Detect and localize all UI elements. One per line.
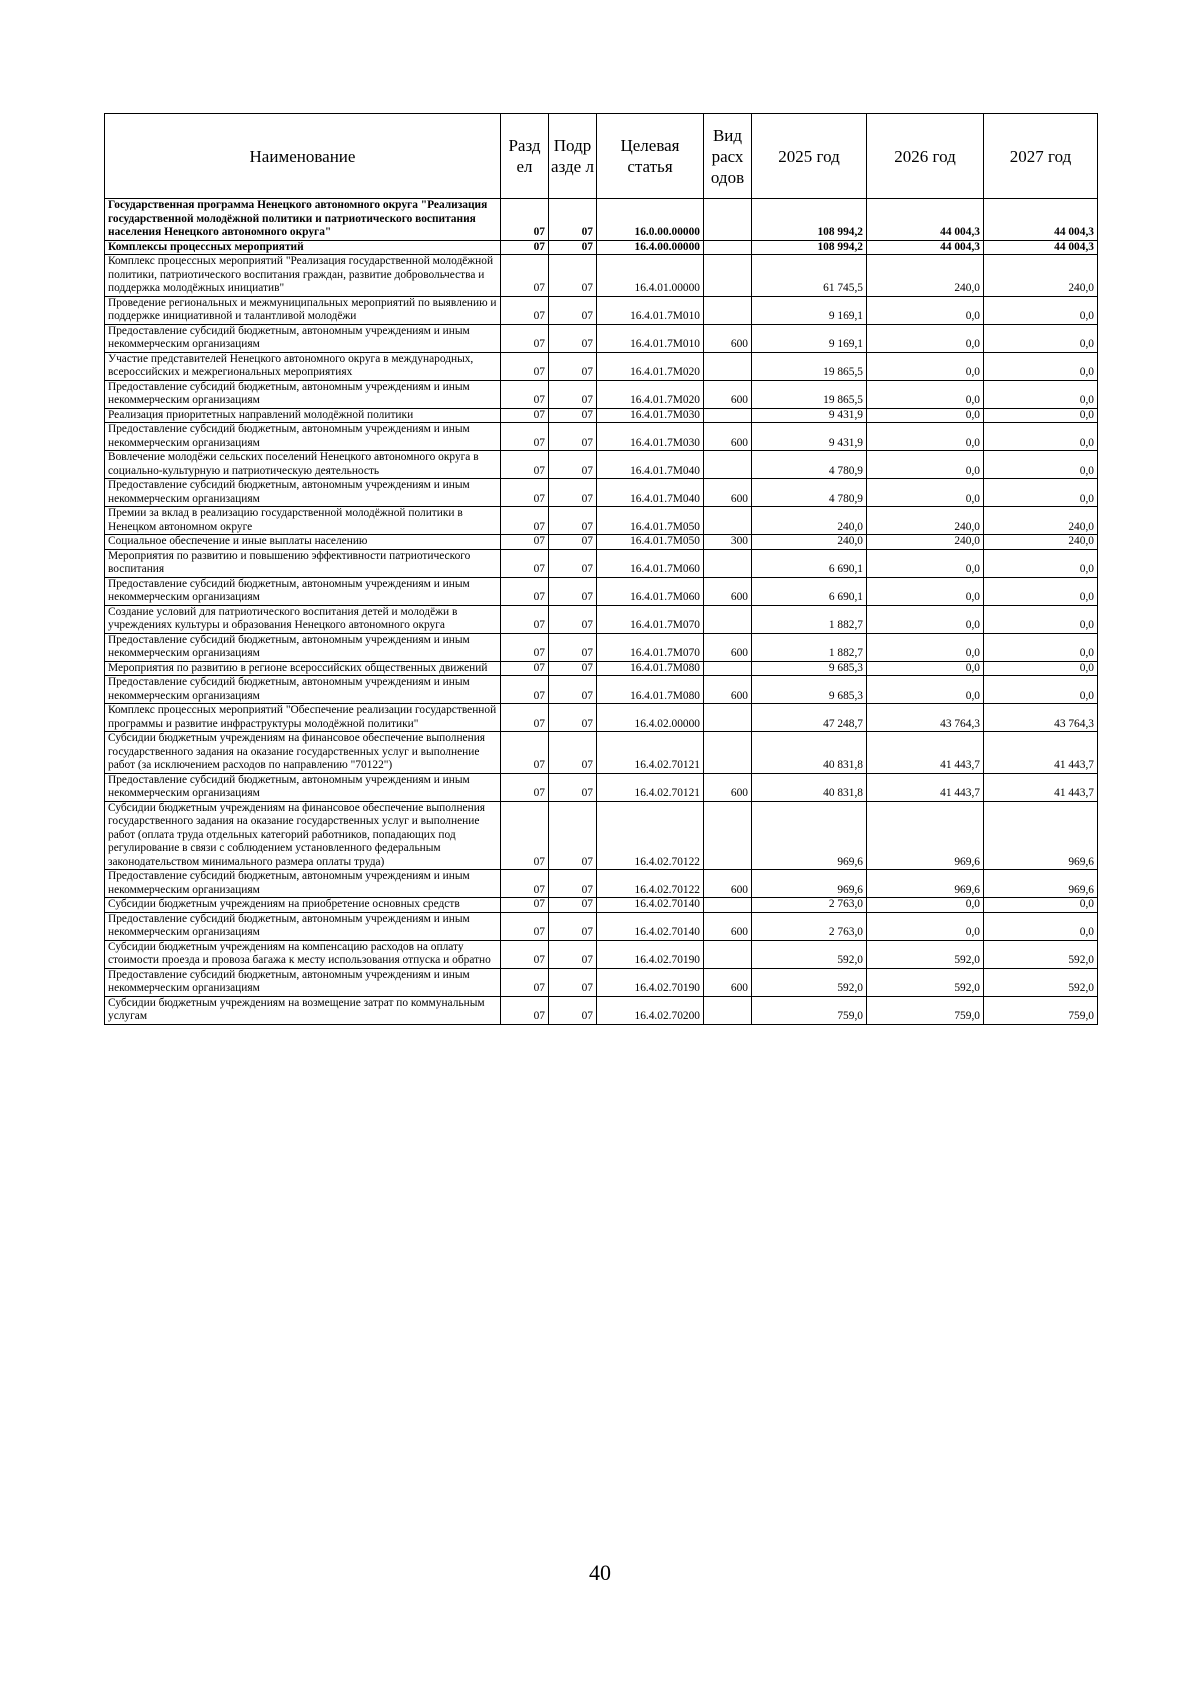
row-target: 16.4.01.7М040	[597, 479, 704, 507]
row-target: 16.4.01.7М080	[597, 661, 704, 676]
table-row	[105, 898, 1098, 913]
row-section: 07	[501, 912, 549, 940]
row-2026: 0,0	[867, 633, 984, 661]
row-section: 07	[501, 968, 549, 996]
row-target: 16.4.01.7М080	[597, 676, 704, 704]
row-name: Комплекс процессных мероприятий "Реализация государственной молодёжной политики, патриотического воспитания граждан, развитие добровольчества и поддержка молодёжных инициатив"	[105, 255, 501, 297]
row-subsection: 07	[549, 324, 597, 352]
row-exptype: 600	[704, 773, 752, 801]
row-exptype	[704, 408, 752, 423]
row-2026: 969,6	[867, 870, 984, 898]
row-2025: 6 690,1	[752, 577, 867, 605]
row-name: Предоставление субсидий бюджетным, автономным учреждениям и иным некоммерческим организациям	[105, 380, 501, 408]
row-2027: 592,0	[984, 968, 1098, 996]
row-section: 07	[501, 423, 549, 451]
row-2025: 4 780,9	[752, 479, 867, 507]
col-header-2025: 2025 год	[752, 114, 867, 199]
row-2025: 19 865,5	[752, 380, 867, 408]
row-2025: 9 685,3	[752, 661, 867, 676]
row-name: Субсидии бюджетным учреждениям на финансовое обеспечение выполнения государственного задания на оказание государственных услуг и выполнение работ (оплата труда отдельных категорий работников, попадающих под регулирование в связи с соблюдением установленного федеральным законодательством минимального размера оплаты труда)	[105, 801, 501, 870]
row-name: Субсидии бюджетным учреждениям на компенсацию расходов на оплату стоимости проезда и провоза багажа к месту использования отпуска и обратно	[105, 940, 501, 968]
table-row	[105, 577, 1098, 605]
row-section: 07	[501, 451, 549, 479]
row-subsection: 07	[549, 870, 597, 898]
row-2026: 240,0	[867, 507, 984, 535]
table-row	[105, 676, 1098, 704]
row-exptype: 600	[704, 479, 752, 507]
row-exptype: 600	[704, 324, 752, 352]
row-target: 16.4.01.7М070	[597, 605, 704, 633]
row-subsection: 07	[549, 676, 597, 704]
row-name: Реализация приоритетных направлений молодёжной политики	[105, 408, 501, 423]
row-section: 07	[501, 507, 549, 535]
row-target: 16.4.02.70200	[597, 996, 704, 1024]
row-name: Предоставление субсидий бюджетным, автономным учреждениям и иным некоммерческим организациям	[105, 676, 501, 704]
row-2026: 240,0	[867, 535, 984, 550]
row-2027: 0,0	[984, 408, 1098, 423]
row-exptype	[704, 605, 752, 633]
row-subsection: 07	[549, 605, 597, 633]
row-target: 16.4.01.7М050	[597, 535, 704, 550]
row-subsection: 07	[549, 577, 597, 605]
row-2026: 0,0	[867, 408, 984, 423]
row-target: 16.4.01.7М020	[597, 352, 704, 380]
row-2026: 0,0	[867, 296, 984, 324]
row-2026: 0,0	[867, 549, 984, 577]
row-name: Предоставление субсидий бюджетным, автономным учреждениям и иным некоммерческим организациям	[105, 912, 501, 940]
col-header-subsection: Подр азде л	[549, 114, 597, 199]
row-2026: 0,0	[867, 898, 984, 913]
row-target: 16.4.01.7М060	[597, 549, 704, 577]
row-target: 16.4.02.70121	[597, 732, 704, 774]
row-target: 16.4.01.7М070	[597, 633, 704, 661]
row-subsection: 07	[549, 240, 597, 255]
row-2026: 0,0	[867, 423, 984, 451]
row-2025: 1 882,7	[752, 633, 867, 661]
row-section: 07	[501, 549, 549, 577]
row-section: 07	[501, 704, 549, 732]
row-2026: 0,0	[867, 324, 984, 352]
row-subsection: 07	[549, 773, 597, 801]
row-2025: 2 763,0	[752, 912, 867, 940]
row-2026: 0,0	[867, 352, 984, 380]
row-name: Мероприятия по развитию и повышению эффективности патриотического воспитания	[105, 549, 501, 577]
row-name: Участие представителей Ненецкого автономного округа в международных, всероссийских и межрегиональных мероприятиях	[105, 352, 501, 380]
row-section: 07	[501, 352, 549, 380]
row-exptype	[704, 352, 752, 380]
row-2025: 108 994,2	[752, 199, 867, 241]
row-subsection: 07	[549, 255, 597, 297]
row-exptype	[704, 240, 752, 255]
table-row	[105, 296, 1098, 324]
row-exptype	[704, 255, 752, 297]
table-row	[105, 801, 1098, 870]
row-2027: 0,0	[984, 577, 1098, 605]
row-2027: 0,0	[984, 324, 1098, 352]
row-2025: 61 745,5	[752, 255, 867, 297]
row-exptype	[704, 732, 752, 774]
table-row	[105, 451, 1098, 479]
row-target: 16.4.01.7М060	[597, 577, 704, 605]
row-exptype: 300	[704, 535, 752, 550]
row-2026: 759,0	[867, 996, 984, 1024]
row-2026: 0,0	[867, 605, 984, 633]
row-2027: 0,0	[984, 423, 1098, 451]
row-2027: 0,0	[984, 912, 1098, 940]
row-2025: 969,6	[752, 801, 867, 870]
row-name: Предоставление субсидий бюджетным, автономным учреждениям и иным некоммерческим организациям	[105, 479, 501, 507]
col-header-exptype: Вид расх одов	[704, 114, 752, 199]
row-2026: 41 443,7	[867, 732, 984, 774]
row-2025: 9 685,3	[752, 676, 867, 704]
row-name: Государственная программа Ненецкого автономного округа "Реализация государственной молодёжной политики и патриотического воспитания населения Ненецкого автономного округа"	[105, 199, 501, 241]
table-row	[105, 479, 1098, 507]
row-2025: 240,0	[752, 535, 867, 550]
row-section: 07	[501, 870, 549, 898]
page-number: 40	[589, 1560, 611, 1585]
table-row	[105, 240, 1098, 255]
row-2027: 41 443,7	[984, 732, 1098, 774]
row-2026: 240,0	[867, 255, 984, 297]
table-row	[105, 773, 1098, 801]
row-name: Премии за вклад в реализацию государственной молодёжной политики в Ненецком автономном округе	[105, 507, 501, 535]
row-section: 07	[501, 940, 549, 968]
row-subsection: 07	[549, 352, 597, 380]
header-row	[105, 114, 1098, 199]
row-name: Предоставление субсидий бюджетным, автономным учреждениям и иным некоммерческим организациям	[105, 870, 501, 898]
row-2026: 44 004,3	[867, 240, 984, 255]
table-row	[105, 968, 1098, 996]
table-row	[105, 352, 1098, 380]
row-target: 16.4.01.7М020	[597, 380, 704, 408]
row-name: Создание условий для патриотического воспитания детей и молодёжи в учреждениях культуры и образования Ненецкого автономного округа	[105, 605, 501, 633]
row-exptype: 600	[704, 577, 752, 605]
row-name: Социальное обеспечение и иные выплаты населению	[105, 535, 501, 550]
row-2027: 969,6	[984, 801, 1098, 870]
row-section: 07	[501, 661, 549, 676]
row-target: 16.4.02.70121	[597, 773, 704, 801]
row-2025: 1 882,7	[752, 605, 867, 633]
row-subsection: 07	[549, 535, 597, 550]
row-2025: 2 763,0	[752, 898, 867, 913]
row-subsection: 07	[549, 898, 597, 913]
row-exptype	[704, 704, 752, 732]
row-exptype: 600	[704, 870, 752, 898]
row-target: 16.0.00.00000	[597, 199, 704, 241]
row-target: 16.4.02.70122	[597, 801, 704, 870]
row-section: 07	[501, 408, 549, 423]
row-exptype	[704, 549, 752, 577]
row-name: Субсидии бюджетным учреждениям на приобретение основных средств	[105, 898, 501, 913]
table-row	[105, 199, 1098, 241]
row-subsection: 07	[549, 549, 597, 577]
row-2027: 759,0	[984, 996, 1098, 1024]
row-2027: 969,6	[984, 870, 1098, 898]
table-row	[105, 535, 1098, 550]
row-name: Мероприятия по развитию в регионе всероссийских общественных движений	[105, 661, 501, 676]
row-2027: 0,0	[984, 451, 1098, 479]
row-2027: 41 443,7	[984, 773, 1098, 801]
row-exptype: 600	[704, 676, 752, 704]
row-2027: 0,0	[984, 380, 1098, 408]
row-section: 07	[501, 296, 549, 324]
row-target: 16.4.02.70190	[597, 940, 704, 968]
row-2027: 240,0	[984, 255, 1098, 297]
row-2026: 41 443,7	[867, 773, 984, 801]
row-2027: 0,0	[984, 296, 1098, 324]
row-2027: 43 764,3	[984, 704, 1098, 732]
row-subsection: 07	[549, 199, 597, 241]
row-2027: 0,0	[984, 661, 1098, 676]
row-name: Субсидии бюджетным учреждениям на финансовое обеспечение выполнения государственного задания на оказание государственных услуг и выполнение работ (за исключением расходов по направлению "70122")	[105, 732, 501, 774]
row-section: 07	[501, 577, 549, 605]
row-name: Предоставление субсидий бюджетным, автономным учреждениям и иным некоммерческим организациям	[105, 423, 501, 451]
row-section: 07	[501, 773, 549, 801]
table-row	[105, 380, 1098, 408]
row-2025: 6 690,1	[752, 549, 867, 577]
row-2027: 0,0	[984, 549, 1098, 577]
row-2025: 240,0	[752, 507, 867, 535]
row-exptype	[704, 296, 752, 324]
row-2026: 0,0	[867, 676, 984, 704]
row-2027: 0,0	[984, 898, 1098, 913]
row-name: Предоставление субсидий бюджетным, автономным учреждениям и иным некоммерческим организациям	[105, 968, 501, 996]
row-subsection: 07	[549, 732, 597, 774]
table-row	[105, 255, 1098, 297]
table-row	[105, 408, 1098, 423]
row-subsection: 07	[549, 451, 597, 479]
row-2025: 4 780,9	[752, 451, 867, 479]
row-target: 16.4.01.7М010	[597, 324, 704, 352]
row-2025: 759,0	[752, 996, 867, 1024]
row-target: 16.4.02.00000	[597, 704, 704, 732]
row-2027: 240,0	[984, 535, 1098, 550]
row-subsection: 07	[549, 296, 597, 324]
row-2025: 47 248,7	[752, 704, 867, 732]
table-row	[105, 605, 1098, 633]
row-2026: 44 004,3	[867, 199, 984, 241]
row-2026: 0,0	[867, 380, 984, 408]
row-2026: 43 764,3	[867, 704, 984, 732]
row-2025: 19 865,5	[752, 352, 867, 380]
row-section: 07	[501, 199, 549, 241]
table-row	[105, 633, 1098, 661]
row-2027: 0,0	[984, 479, 1098, 507]
row-2027: 592,0	[984, 940, 1098, 968]
table-row	[105, 549, 1098, 577]
row-subsection: 07	[549, 408, 597, 423]
row-section: 07	[501, 633, 549, 661]
col-header-2026: 2026 год	[867, 114, 984, 199]
row-2027: 0,0	[984, 676, 1098, 704]
row-name: Вовлечение молодёжи сельских поселений Ненецкого автономного округа в социально-культурную и патриотическую деятельность	[105, 451, 501, 479]
row-section: 07	[501, 898, 549, 913]
row-subsection: 07	[549, 423, 597, 451]
row-target: 16.4.01.7М010	[597, 296, 704, 324]
row-subsection: 07	[549, 996, 597, 1024]
row-2025: 40 831,8	[752, 732, 867, 774]
row-target: 16.4.01.00000	[597, 255, 704, 297]
row-exptype	[704, 898, 752, 913]
row-subsection: 07	[549, 661, 597, 676]
row-name: Комплекс процессных мероприятий "Обеспечение реализации государственной программы и развитие инфраструктуры молодёжной политики"	[105, 704, 501, 732]
col-header-section: Разд ел	[501, 114, 549, 199]
row-2027: 240,0	[984, 507, 1098, 535]
row-exptype	[704, 996, 752, 1024]
row-exptype: 600	[704, 633, 752, 661]
row-name: Предоставление субсидий бюджетным, автономным учреждениям и иным некоммерческим организациям	[105, 324, 501, 352]
table-row	[105, 940, 1098, 968]
table-row	[105, 870, 1098, 898]
table-row	[105, 661, 1098, 676]
row-exptype	[704, 507, 752, 535]
row-2025: 969,6	[752, 870, 867, 898]
row-2025: 9 169,1	[752, 324, 867, 352]
table-row	[105, 507, 1098, 535]
row-2026: 0,0	[867, 661, 984, 676]
row-section: 07	[501, 732, 549, 774]
row-target: 16.4.02.70122	[597, 870, 704, 898]
row-section: 07	[501, 535, 549, 550]
row-2025: 9 431,9	[752, 423, 867, 451]
row-2026: 0,0	[867, 577, 984, 605]
table-row	[105, 732, 1098, 774]
row-section: 07	[501, 605, 549, 633]
row-section: 07	[501, 479, 549, 507]
row-target: 16.4.02.70190	[597, 968, 704, 996]
row-2027: 44 004,3	[984, 199, 1098, 241]
row-name: Предоставление субсидий бюджетным, автономным учреждениям и иным некоммерческим организациям	[105, 633, 501, 661]
row-target: 16.4.01.7М030	[597, 423, 704, 451]
row-2026: 592,0	[867, 940, 984, 968]
row-subsection: 07	[549, 801, 597, 870]
row-subsection: 07	[549, 633, 597, 661]
col-header-name: Наименование	[105, 114, 501, 199]
row-subsection: 07	[549, 968, 597, 996]
table-row	[105, 324, 1098, 352]
table-row	[105, 423, 1098, 451]
row-2025: 592,0	[752, 968, 867, 996]
row-section: 07	[501, 676, 549, 704]
budget-table	[104, 113, 1098, 1025]
row-section: 07	[501, 801, 549, 870]
row-2025: 40 831,8	[752, 773, 867, 801]
row-subsection: 07	[549, 704, 597, 732]
row-exptype: 600	[704, 423, 752, 451]
row-2026: 592,0	[867, 968, 984, 996]
row-subsection: 07	[549, 507, 597, 535]
row-target: 16.4.00.00000	[597, 240, 704, 255]
row-name: Предоставление субсидий бюджетным, автономным учреждениям и иным некоммерческим организациям	[105, 577, 501, 605]
row-section: 07	[501, 324, 549, 352]
row-target: 16.4.02.70140	[597, 898, 704, 913]
col-header-target: Целевая статья	[597, 114, 704, 199]
row-subsection: 07	[549, 380, 597, 408]
row-2027: 0,0	[984, 633, 1098, 661]
row-2025: 592,0	[752, 940, 867, 968]
row-exptype	[704, 661, 752, 676]
row-name: Предоставление субсидий бюджетным, автономным учреждениям и иным некоммерческим организациям	[105, 773, 501, 801]
row-section: 07	[501, 996, 549, 1024]
row-target: 16.4.02.70140	[597, 912, 704, 940]
row-exptype: 600	[704, 912, 752, 940]
row-target: 16.4.01.7М030	[597, 408, 704, 423]
row-section: 07	[501, 380, 549, 408]
row-exptype	[704, 801, 752, 870]
row-name: Комплексы процессных мероприятий	[105, 240, 501, 255]
table-row	[105, 704, 1098, 732]
row-2027: 0,0	[984, 352, 1098, 380]
row-2027: 0,0	[984, 605, 1098, 633]
row-section: 07	[501, 255, 549, 297]
row-2026: 969,6	[867, 801, 984, 870]
row-exptype	[704, 199, 752, 241]
row-2025: 108 994,2	[752, 240, 867, 255]
row-exptype	[704, 451, 752, 479]
row-subsection: 07	[549, 912, 597, 940]
row-name: Проведение региональных и межмуниципальных мероприятий по выявлению и поддержке инициативной и талантливой молодёжи	[105, 296, 501, 324]
row-2026: 0,0	[867, 912, 984, 940]
table-row	[105, 996, 1098, 1024]
row-2025: 9 169,1	[752, 296, 867, 324]
row-2025: 9 431,9	[752, 408, 867, 423]
row-section: 07	[501, 240, 549, 255]
col-header-2027: 2027 год	[984, 114, 1098, 199]
row-exptype: 600	[704, 968, 752, 996]
row-exptype	[704, 940, 752, 968]
row-name: Субсидии бюджетным учреждениям на возмещение затрат по коммунальным услугам	[105, 996, 501, 1024]
table-row	[105, 912, 1098, 940]
row-exptype: 600	[704, 380, 752, 408]
row-2026: 0,0	[867, 479, 984, 507]
row-subsection: 07	[549, 940, 597, 968]
row-2027: 44 004,3	[984, 240, 1098, 255]
row-target: 16.4.01.7М050	[597, 507, 704, 535]
row-target: 16.4.01.7М040	[597, 451, 704, 479]
row-subsection: 07	[549, 479, 597, 507]
row-2026: 0,0	[867, 451, 984, 479]
